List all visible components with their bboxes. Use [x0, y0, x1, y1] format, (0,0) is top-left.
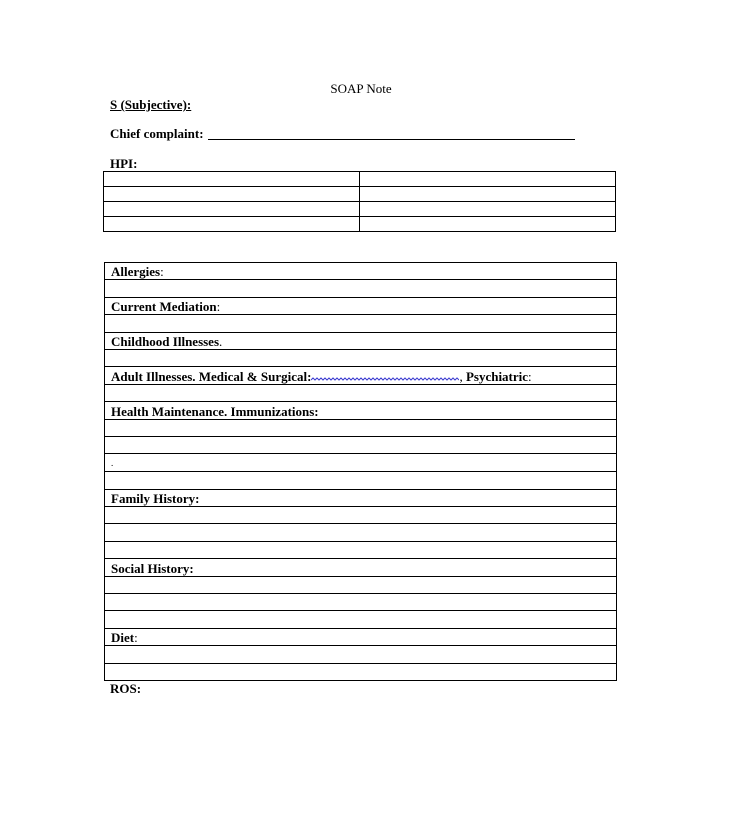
blank-entry-cell[interactable]	[105, 576, 617, 593]
adult-illnesses-label: Adult Illnesses. Medical & Surgical	[111, 368, 308, 384]
blank-entry-cell[interactable]	[105, 594, 617, 611]
current-medication-row	[105, 297, 617, 314]
ros-label: ROS:	[110, 681, 142, 696]
blank-entry-cell[interactable]	[105, 384, 617, 401]
table-row	[105, 297, 617, 314]
history-table	[104, 262, 617, 681]
document-title: SOAP Note	[330, 81, 392, 96]
table-row	[105, 507, 617, 524]
blank-entry-cell[interactable]	[105, 315, 617, 332]
blank-entry-cell[interactable]	[105, 611, 617, 628]
stray-mark: .	[111, 458, 114, 469]
table-row	[105, 576, 617, 593]
table-row	[105, 367, 617, 384]
adult-illnesses-colon: :	[307, 368, 312, 384]
family-history-row	[105, 489, 617, 506]
psychiatric-colon: :	[528, 368, 532, 384]
diet-label: Diet	[111, 630, 135, 646]
allergies-label: Allergies	[111, 264, 161, 280]
hpi-cell[interactable]	[104, 202, 360, 217]
hpi-cell[interactable]	[104, 172, 360, 187]
table-row	[105, 280, 617, 297]
table-row	[104, 202, 616, 217]
childhood-illnesses-period: .	[219, 333, 223, 349]
adult-illnesses-comma: ,	[459, 368, 463, 384]
current-medication-colon: :	[216, 299, 221, 315]
hpi-cell[interactable]	[360, 217, 616, 232]
table-row	[105, 402, 617, 419]
spellcheck-squiggle	[311, 375, 459, 381]
psychiatric-label: Psychiatric	[465, 368, 529, 384]
table-row	[105, 263, 617, 280]
table-row	[105, 628, 617, 645]
chief-complaint-input-line[interactable]	[208, 139, 575, 140]
blank-entry-cell[interactable]	[105, 454, 617, 472]
table-row	[104, 172, 616, 187]
diet-colon: :	[134, 630, 138, 646]
table-row	[105, 541, 617, 558]
table-row	[105, 559, 617, 576]
health-maintenance-row	[105, 402, 617, 419]
blank-entry-cell[interactable]	[105, 436, 617, 453]
blank-entry-cell[interactable]	[105, 541, 617, 558]
allergies-row	[105, 263, 617, 280]
social-history-row	[105, 559, 617, 576]
table-row	[105, 454, 617, 472]
table-row	[105, 472, 617, 489]
table-row	[105, 524, 617, 541]
table-row	[105, 646, 617, 663]
adult-illnesses-row	[105, 367, 617, 384]
health-maintenance-label: Health Maintenance. Immunizations:	[111, 403, 319, 419]
hpi-cell[interactable]	[360, 172, 616, 187]
table-row	[105, 315, 617, 332]
table-row	[105, 332, 617, 349]
blank-entry-cell[interactable]	[105, 349, 617, 366]
table-row	[105, 594, 617, 611]
table-row	[104, 217, 616, 232]
blank-entry-cell[interactable]	[105, 419, 617, 436]
table-row	[104, 187, 616, 202]
childhood-illnesses-row	[105, 332, 617, 349]
table-row	[105, 663, 617, 680]
hpi-table	[103, 171, 616, 232]
hpi-cell[interactable]	[104, 217, 360, 232]
current-medication-label: Current Mediation	[111, 299, 217, 315]
table-row	[105, 611, 617, 628]
hpi-cell[interactable]	[360, 202, 616, 217]
blank-entry-cell[interactable]	[105, 646, 617, 663]
table-row	[105, 419, 617, 436]
subjective-heading: S (Subjective):	[110, 97, 192, 112]
table-row	[105, 384, 617, 401]
hpi-cell[interactable]	[104, 187, 360, 202]
hpi-cell[interactable]	[360, 187, 616, 202]
blank-entry-cell[interactable]	[105, 663, 617, 680]
social-history-label: Social History:	[111, 560, 194, 576]
blank-entry-cell[interactable]	[105, 280, 617, 297]
allergies-colon: :	[160, 264, 164, 280]
table-row	[105, 436, 617, 453]
blank-entry-cell[interactable]	[105, 524, 617, 541]
chief-complaint-label: Chief complaint:	[110, 126, 204, 141]
table-row	[105, 489, 617, 506]
hpi-label: HPI:	[110, 156, 138, 171]
family-history-label: Family History:	[111, 491, 200, 507]
table-row	[105, 349, 617, 366]
blank-entry-cell[interactable]	[105, 507, 617, 524]
diet-row	[105, 628, 617, 645]
childhood-illnesses-label: Childhood Illnesses	[111, 333, 220, 349]
blank-entry-cell[interactable]	[105, 472, 617, 489]
